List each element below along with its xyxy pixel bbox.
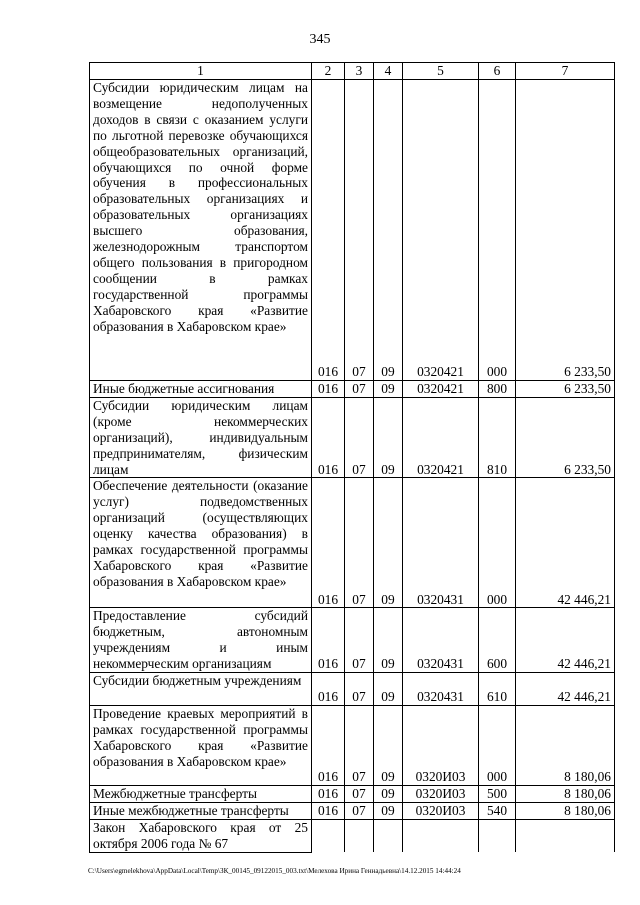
row-expense-type: 540 — [479, 802, 516, 819]
row-target-code — [403, 819, 479, 852]
row-expense-type: 000 — [479, 478, 516, 608]
table-row — [90, 673, 615, 706]
column-header: 7 — [516, 63, 615, 80]
table-row — [90, 786, 615, 803]
row-description: Межбюджетные трансферты — [90, 786, 312, 803]
column-header: 2 — [312, 63, 345, 80]
row-section-code — [345, 819, 374, 852]
column-header: 5 — [403, 63, 479, 80]
row-expense-type: 000 — [479, 706, 516, 786]
row-description: Субсидии юридическим лицам (кроме некоммерческих организаций), индивидуальным предпринимателям, физическим лицам — [90, 397, 312, 478]
row-target-code: 0320421 — [403, 80, 479, 381]
row-subsection-code — [374, 819, 403, 852]
row-subsection-code: 09 — [374, 478, 403, 608]
row-section-code: 07 — [345, 80, 374, 381]
row-ministry-code: 016 — [312, 397, 345, 478]
row-expense-type: 600 — [479, 608, 516, 673]
row-expense-type: 500 — [479, 786, 516, 803]
row-ministry-code: 016 — [312, 478, 345, 608]
row-description: Субсидии бюджетным учреждениям — [90, 673, 312, 706]
row-description: Проведение краевых мероприятий в рамках государственной программы Хабаровского края «Развитие образования в Хабаровском крае» — [90, 706, 312, 786]
table-row — [90, 819, 615, 852]
table-row — [90, 478, 615, 608]
row-expense-type: 800 — [479, 381, 516, 398]
row-expense-type — [479, 819, 516, 852]
row-section-code: 07 — [345, 397, 374, 478]
row-amount: 6 233,50 — [516, 381, 615, 398]
row-expense-type: 000 — [479, 80, 516, 381]
table-header-row — [90, 63, 615, 80]
row-section-code: 07 — [345, 786, 374, 803]
table-row — [90, 706, 615, 786]
row-amount: 42 446,21 — [516, 478, 615, 608]
row-amount: 8 180,06 — [516, 786, 615, 803]
row-section-code: 07 — [345, 673, 374, 706]
row-ministry-code: 016 — [312, 673, 345, 706]
row-subsection-code: 09 — [374, 608, 403, 673]
row-target-code: 0320И03 — [403, 786, 479, 803]
row-subsection-code: 09 — [374, 706, 403, 786]
row-section-code: 07 — [345, 608, 374, 673]
budget-table — [89, 62, 615, 853]
table-row — [90, 802, 615, 819]
column-header: 3 — [345, 63, 374, 80]
table-row — [90, 608, 615, 673]
row-amount: 6 233,50 — [516, 80, 615, 381]
row-amount: 42 446,21 — [516, 608, 615, 673]
row-ministry-code: 016 — [312, 381, 345, 398]
row-section-code: 07 — [345, 802, 374, 819]
table-row — [90, 381, 615, 398]
row-section-code: 07 — [345, 381, 374, 398]
row-target-code: 0320431 — [403, 673, 479, 706]
row-target-code: 0320431 — [403, 608, 479, 673]
row-ministry-code: 016 — [312, 802, 345, 819]
row-subsection-code: 09 — [374, 397, 403, 478]
row-description: Иные межбюджетные трансферты — [90, 802, 312, 819]
row-expense-type: 810 — [479, 397, 516, 478]
column-header: 6 — [479, 63, 516, 80]
row-subsection-code: 09 — [374, 80, 403, 381]
row-target-code: 0320И03 — [403, 706, 479, 786]
row-description: Иные бюджетные ассигнования — [90, 381, 312, 398]
row-target-code: 0320431 — [403, 478, 479, 608]
row-description: Предоставление субсидий бюджетным, автономным учреждениям и иным некоммерческим организациям — [90, 608, 312, 673]
row-amount — [516, 819, 615, 852]
file-path-footer: C:\Users\egmelekhova\AppData\Local\Temp\ЗК_00145_09122015_003.txt\Мелехова Ирина Геннадьевна\14.12.2015 14:44:24 — [88, 867, 461, 875]
row-expense-type: 610 — [479, 673, 516, 706]
row-section-code: 07 — [345, 706, 374, 786]
table-row — [90, 80, 615, 381]
row-target-code: 0320И03 — [403, 802, 479, 819]
column-header: 4 — [374, 63, 403, 80]
row-target-code: 0320421 — [403, 397, 479, 478]
row-subsection-code: 09 — [374, 673, 403, 706]
row-description: Обеспечение деятельности (оказание услуг) подведомственных организаций (осуществляющих оценку качества образования) в рамках государственной программы Хабаровского края «Развитие образования в Хабаровском крае» — [90, 478, 312, 608]
row-section-code: 07 — [345, 478, 374, 608]
row-amount: 8 180,06 — [516, 802, 615, 819]
row-ministry-code: 016 — [312, 786, 345, 803]
row-ministry-code: 016 — [312, 608, 345, 673]
row-amount: 8 180,06 — [516, 706, 615, 786]
row-description: Закон Хабаровского края от 25 октября 2006 года № 67 — [90, 819, 312, 852]
column-header: 1 — [90, 63, 312, 80]
row-ministry-code — [312, 819, 345, 852]
row-amount: 42 446,21 — [516, 673, 615, 706]
row-subsection-code: 09 — [374, 786, 403, 803]
table-row — [90, 397, 615, 478]
row-ministry-code: 016 — [312, 80, 345, 381]
row-target-code: 0320421 — [403, 381, 479, 398]
page-number: 345 — [309, 32, 331, 47]
row-subsection-code: 09 — [374, 802, 403, 819]
row-ministry-code: 016 — [312, 706, 345, 786]
row-amount: 6 233,50 — [516, 397, 615, 478]
row-description: Субсидии юридическим лицам на возмещение недополученных доходов в связи с оказанием услуги по льготной перевозке обучающихся общеобразовательных организаций, обучающихся по очной форме обучения в профессиональных образовательных организациях и образовательных организациях высшего образования, железнодорожным транспортом общего пользования в пригородном сообщении в рамках государственной программы Хабаровского края «Развитие образования в Хабаровском крае» — [90, 80, 312, 381]
row-subsection-code: 09 — [374, 381, 403, 398]
